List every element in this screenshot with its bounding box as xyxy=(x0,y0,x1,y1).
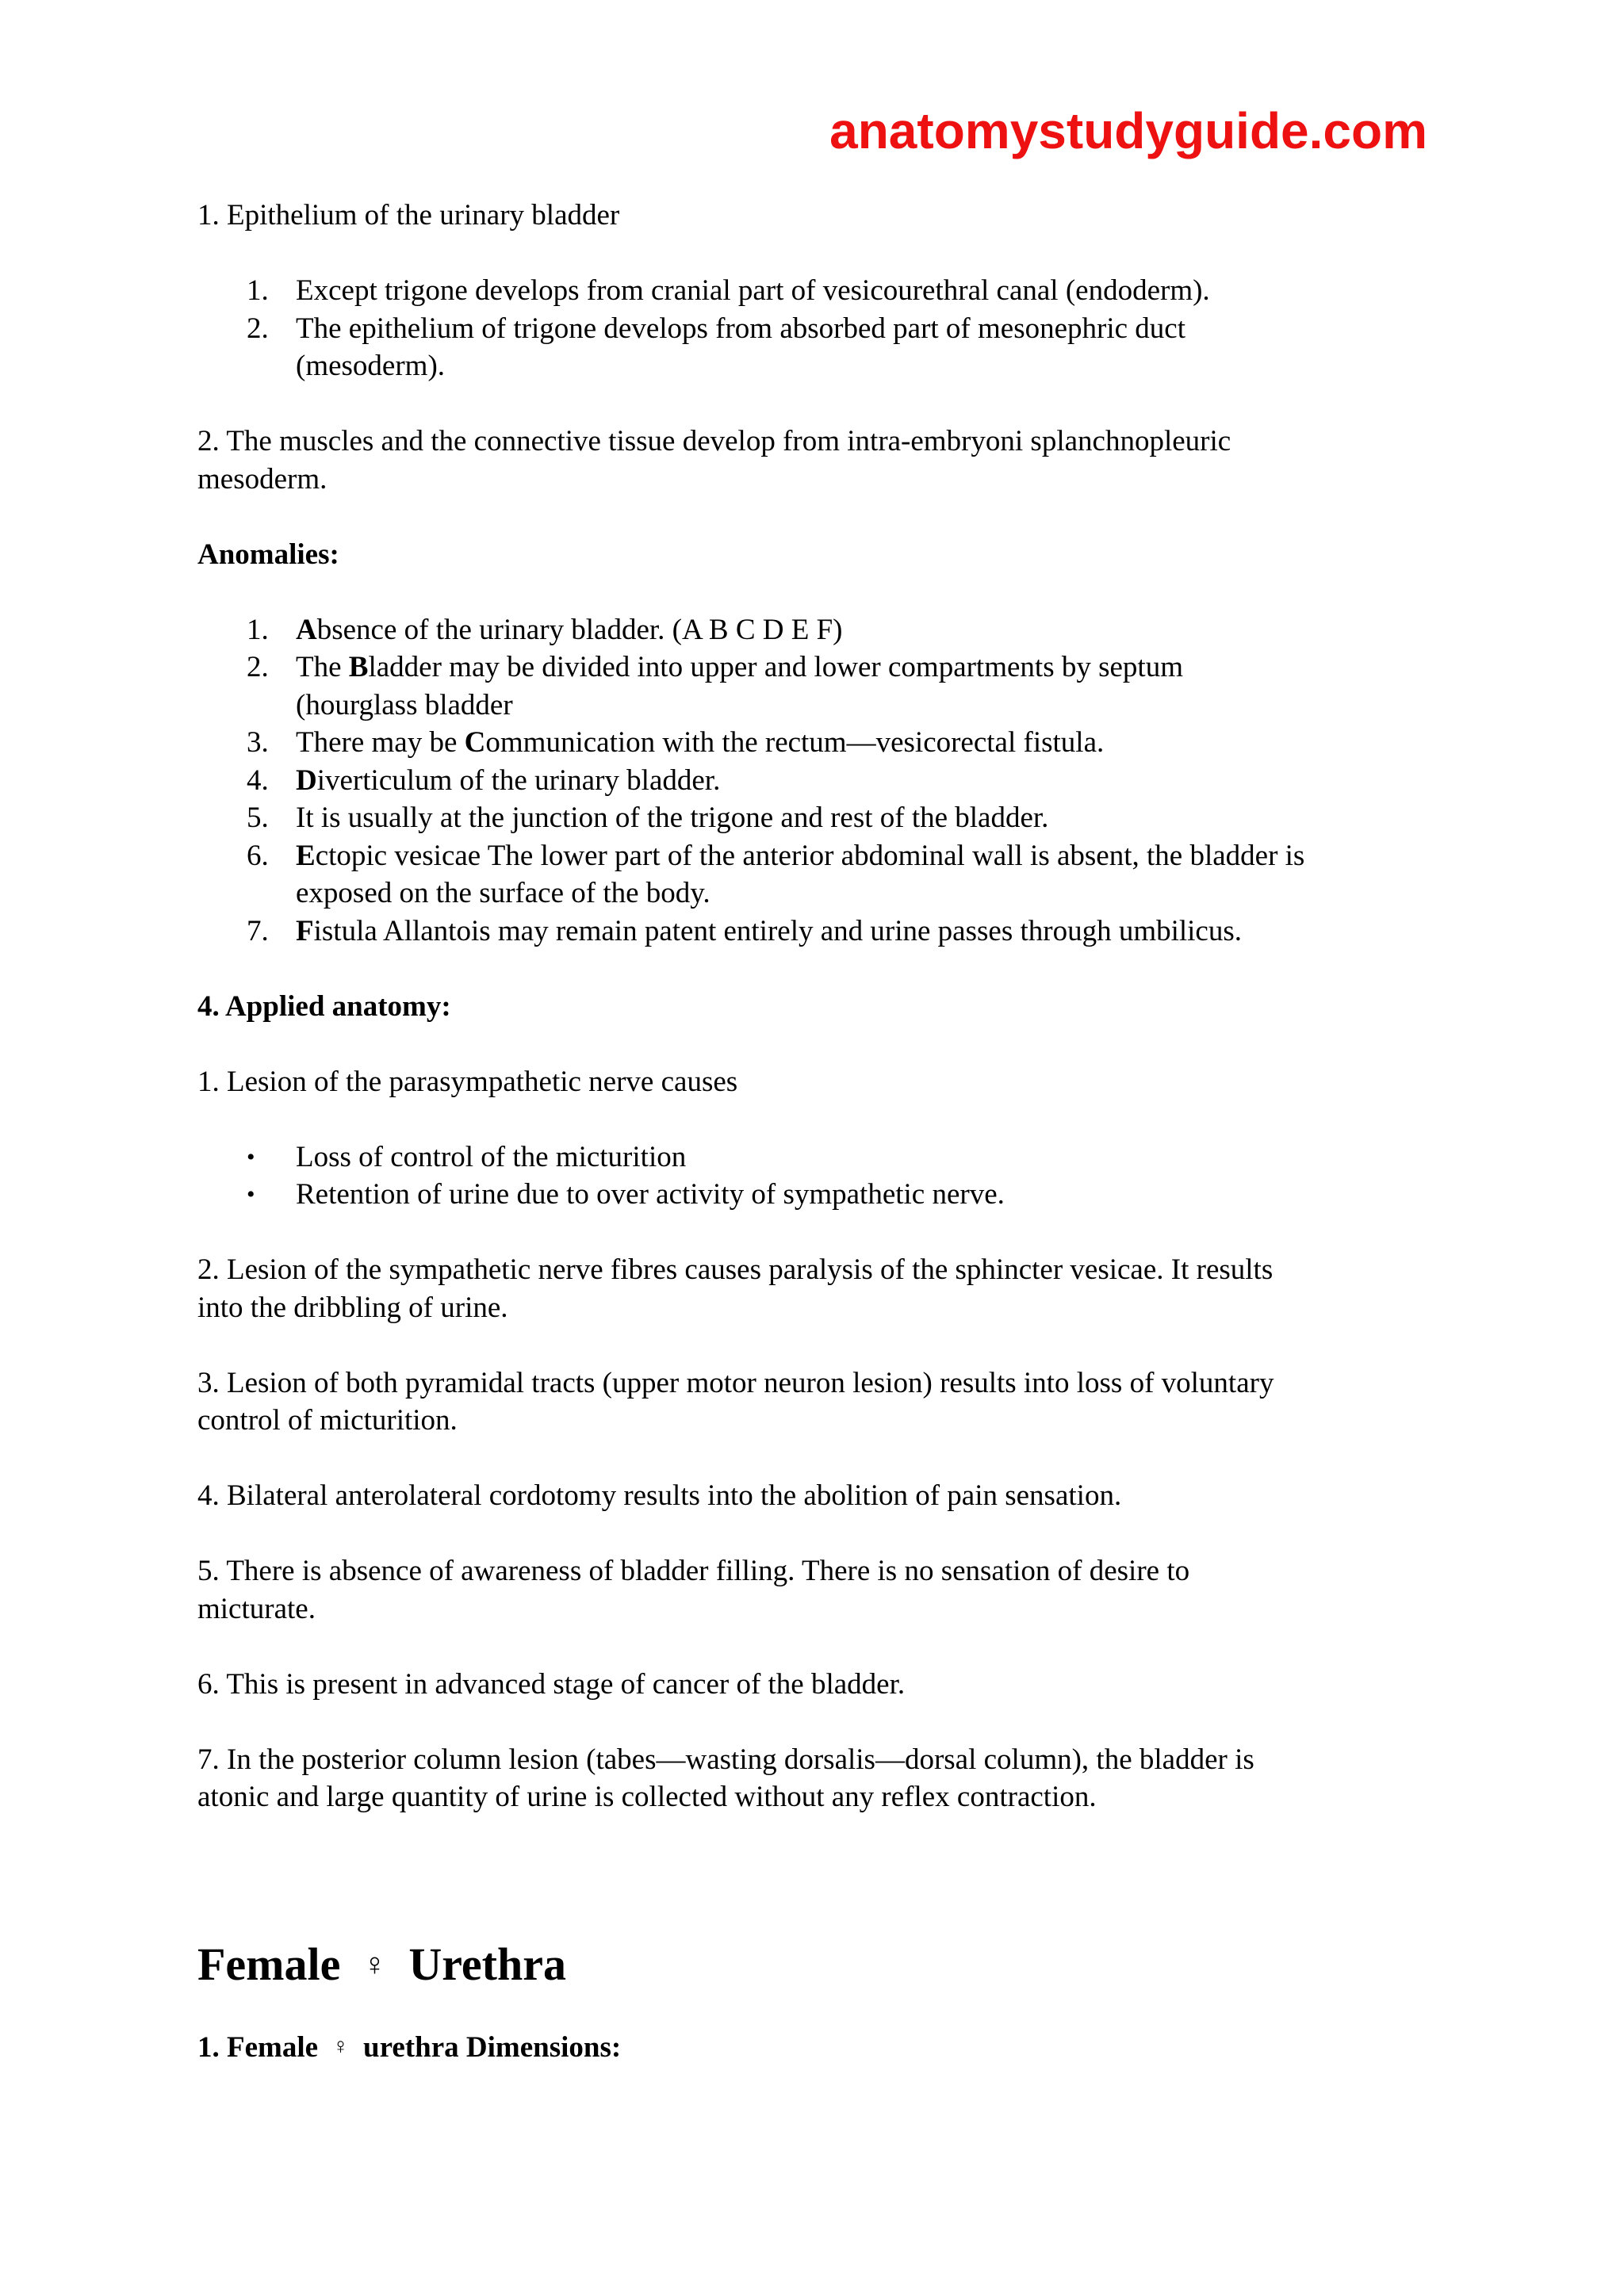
applied-p3-line1: 3. Lesion of both pyramidal tracts (upper motor neuron lesion) results into loss of voluntary xyxy=(197,1366,1274,1399)
female-symbol-icon: ♀ xyxy=(332,2034,350,2059)
applied-p3-line2: control of micturition. xyxy=(197,1404,458,1437)
list-item: 2. The Bladder may be divided into upper and lower compartments by septum xyxy=(247,651,1183,683)
list-item: 2. The epithelium of trigone develops from absorbed part of mesonephric duct xyxy=(247,312,1185,345)
brand-watermark: anatomystudyguide.com xyxy=(829,102,1427,159)
intro-item-1: 1. Epithelium of the urinary bladder xyxy=(197,199,620,232)
applied-p4: 4. Bilateral anterolateral cordotomy results into the abolition of pain sensation. xyxy=(197,1479,1122,1512)
list-item: 3. There may be Communication with the rectum—vesicorectal fistula. xyxy=(247,726,1105,759)
applied-p5-line2: micturate. xyxy=(197,1592,316,1625)
list-item: exposed on the surface of the body. xyxy=(296,877,710,909)
applied-p1: 1. Lesion of the parasympathetic nerve causes xyxy=(197,1065,738,1098)
list-item: 7. Fistula Allantois may remain patent entirely and urine passes through umbilicus. xyxy=(247,914,1243,947)
list-item: 6. Ectopic vesicae The lower part of the anterior abdominal wall is absent, the bladder is xyxy=(247,839,1305,872)
applied-p2-line1: 2. Lesion of the sympathetic nerve fibres causes paralysis of the sphincter vesicae. It results xyxy=(197,1253,1274,1286)
list-item: • Retention of urine due to over activity of sympathetic nerve. xyxy=(197,1176,1434,1214)
epithelium-sublist xyxy=(197,272,1434,385)
list-item: 4. Diverticulum of the urinary bladder. xyxy=(247,763,721,797)
bullet-icon: • xyxy=(247,1181,255,1207)
applied-p5-line1: 5. There is absence of awareness of bladder filling. There is no sensation of desire to xyxy=(197,1555,1190,1587)
list-item: • Loss of control of the micturition xyxy=(197,1138,1434,1177)
list-item: 5. It is usually at the junction of the trigone and rest of the bladder. xyxy=(247,802,1049,834)
list-item: 1. Absence of the urinary bladder. (A B C D E F) xyxy=(247,613,843,646)
applied-p6: 6. This is present in advanced stage of cancer of the bladder. xyxy=(197,1667,906,1701)
intro-item-2-line1: 2. The muscles and the connective tissue develop from intra-embryoni splanchnopleuric xyxy=(197,425,1231,457)
female-urethra-dimensions-heading: 1. Female ♀ urethra Dimensions: xyxy=(197,2030,622,2064)
document-body xyxy=(197,197,1434,2068)
applied-p7-line1: 7. In the posterior column lesion (tabes—wasting dorsalis—dorsal column), the bladder is xyxy=(197,1743,1254,1776)
list-item: 1. Except trigone develops from cranial part of vesicourethral canal (endoderm). xyxy=(247,274,1210,307)
applied-p2-line2: into the dribbling of urine. xyxy=(197,1291,508,1324)
anomalies-heading: Anomalies: xyxy=(197,538,339,571)
applied-p7-line2: atonic and large quantity of urine is collected without any reflex contraction. xyxy=(197,1781,1097,1813)
female-symbol-icon: ♀ xyxy=(362,1946,387,1982)
anomalies-list xyxy=(197,611,1434,951)
list-item: (mesoderm). xyxy=(296,350,446,382)
applied-anatomy-heading: 4. Applied anatomy: xyxy=(197,989,451,1023)
applied-bullet-list xyxy=(197,1138,1434,1214)
female-urethra-heading: Female ♀ Urethra xyxy=(197,1938,566,1990)
intro-item-2-line2: mesoderm. xyxy=(197,462,327,496)
bullet-icon: • xyxy=(247,1143,255,1170)
list-item: (hourglass bladder xyxy=(296,688,513,721)
